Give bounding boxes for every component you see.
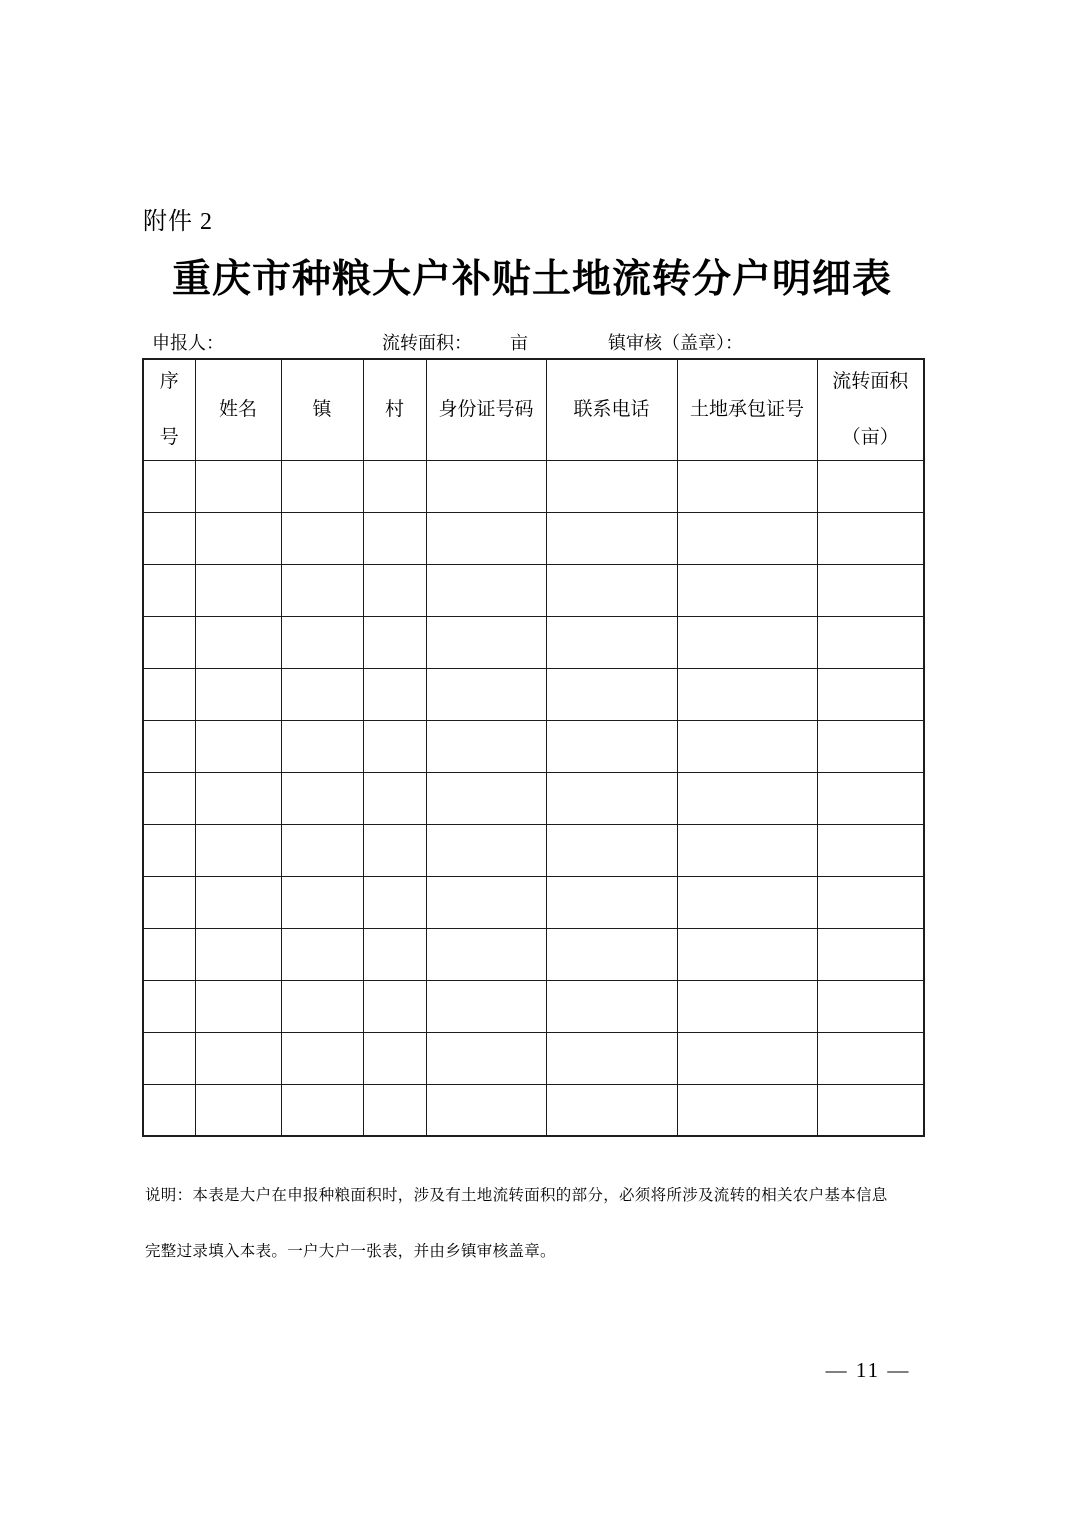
table-cell-transfer-area	[817, 824, 924, 876]
table-cell-transfer-area	[817, 928, 924, 980]
town-review-label: 镇审核（盖章）：	[608, 333, 743, 353]
table-cell-transfer-area	[817, 1032, 924, 1084]
table-cell-land-contract-number	[677, 1084, 817, 1136]
table-cell-name	[195, 564, 281, 616]
header-id-card-number: 身份证号码	[426, 359, 546, 460]
table-cell-village	[363, 1032, 426, 1084]
table-cell-transfer-area	[817, 876, 924, 928]
table-cell-town	[281, 772, 363, 824]
page-title: 重庆市种粮大户补贴土地流转分户明细表	[171, 258, 892, 301]
table-cell-town	[281, 1032, 363, 1084]
table-cell-town	[281, 460, 363, 512]
table-cell-village	[363, 772, 426, 824]
table-cell-transfer-area	[817, 616, 924, 668]
table-cell-town	[281, 564, 363, 616]
table-cell-contact-phone	[546, 512, 677, 564]
table-cell-name	[195, 824, 281, 876]
table-cell-village	[363, 564, 426, 616]
table-cell-village	[363, 460, 426, 512]
table-cell-transfer-area	[817, 1084, 924, 1136]
table-cell-village	[363, 616, 426, 668]
table-row	[143, 460, 924, 512]
table-cell-town	[281, 720, 363, 772]
note-line-1: 说明：本表是大户在申报种粮面积时，涉及有土地流转面积的部分，必须将所涉及流转的相关农户基本信息	[145, 1187, 888, 1204]
table-row	[143, 564, 924, 616]
table-header-row	[143, 359, 924, 460]
table-cell-village	[363, 1084, 426, 1136]
table-cell-land-contract-number	[677, 772, 817, 824]
table-cell-village	[363, 824, 426, 876]
table-row	[143, 1084, 924, 1136]
table-cell-transfer-area	[817, 980, 924, 1032]
table-cell-town	[281, 928, 363, 980]
table-cell-contact-phone	[546, 928, 677, 980]
table-cell-name	[195, 1084, 281, 1136]
page-number: — 11 —	[825, 1358, 911, 1382]
header-land-contract-number: 土地承包证号	[677, 359, 817, 460]
table-cell-name	[195, 980, 281, 1032]
info-row	[0, 329, 1074, 355]
table-cell-land-contract-number	[677, 1032, 817, 1084]
table-cell-id-card-number	[426, 824, 546, 876]
table-cell-contact-phone	[546, 616, 677, 668]
detail-table	[142, 358, 925, 1137]
table-cell-serial-number	[143, 668, 195, 720]
table-cell-id-card-number	[426, 876, 546, 928]
table-cell-town	[281, 980, 363, 1032]
table-cell-name	[195, 616, 281, 668]
table-cell-name	[195, 720, 281, 772]
header-transfer-area-line1: 流转面积	[832, 371, 909, 393]
table-cell-contact-phone	[546, 824, 677, 876]
table-cell-land-contract-number	[677, 824, 817, 876]
table-cell-id-card-number	[426, 668, 546, 720]
table-cell-village	[363, 980, 426, 1032]
transfer-area-label: 流转面积：	[382, 333, 472, 353]
table-cell-serial-number	[143, 876, 195, 928]
table-cell-id-card-number	[426, 720, 546, 772]
table-cell-land-contract-number	[677, 668, 817, 720]
table-cell-serial-number	[143, 460, 195, 512]
table-cell-town	[281, 512, 363, 564]
table-cell-id-card-number	[426, 1084, 546, 1136]
table-cell-contact-phone	[546, 1084, 677, 1136]
table-cell-name	[195, 772, 281, 824]
table-cell-id-card-number	[426, 772, 546, 824]
attachment-label: 附件 2	[143, 209, 213, 235]
table-cell-contact-phone	[546, 668, 677, 720]
table-cell-serial-number	[143, 1084, 195, 1136]
note-line-2: 完整过录填入本表。一户大户一张表，并由乡镇审核盖章。	[145, 1243, 556, 1260]
table-cell-town	[281, 616, 363, 668]
table-cell-contact-phone	[546, 772, 677, 824]
header-transfer-area	[817, 359, 924, 460]
table-cell-name	[195, 1032, 281, 1084]
table-row	[143, 824, 924, 876]
table-cell-land-contract-number	[677, 564, 817, 616]
table-cell-id-card-number	[426, 460, 546, 512]
table-cell-transfer-area	[817, 512, 924, 564]
header-name: 姓名	[195, 359, 281, 460]
header-serial-number-line2: 号	[159, 427, 179, 449]
table-cell-contact-phone	[546, 460, 677, 512]
table-cell-name	[195, 668, 281, 720]
table-cell-serial-number	[143, 512, 195, 564]
table-cell-town	[281, 824, 363, 876]
table-cell-name	[195, 928, 281, 980]
table-row	[143, 668, 924, 720]
table-cell-town	[281, 876, 363, 928]
table-row	[143, 1032, 924, 1084]
table-cell-serial-number	[143, 928, 195, 980]
table-row	[143, 720, 924, 772]
table-cell-id-card-number	[426, 928, 546, 980]
header-transfer-area-line2: （亩）	[841, 427, 899, 449]
table-cell-serial-number	[143, 772, 195, 824]
table-cell-village	[363, 668, 426, 720]
table-body	[143, 460, 924, 1136]
table-cell-contact-phone	[546, 1032, 677, 1084]
table-cell-contact-phone	[546, 876, 677, 928]
area-unit-label: 亩	[510, 333, 528, 353]
table-cell-contact-phone	[546, 564, 677, 616]
header-contact-phone: 联系电话	[546, 359, 677, 460]
table-cell-serial-number	[143, 980, 195, 1032]
table-cell-transfer-area	[817, 772, 924, 824]
table-cell-village	[363, 720, 426, 772]
table-cell-name	[195, 460, 281, 512]
table-cell-town	[281, 668, 363, 720]
table-cell-land-contract-number	[677, 512, 817, 564]
header-serial-number-line1: 序	[159, 371, 179, 393]
table-row	[143, 876, 924, 928]
table-cell-id-card-number	[426, 512, 546, 564]
table-cell-land-contract-number	[677, 928, 817, 980]
table-cell-land-contract-number	[677, 720, 817, 772]
table-cell-id-card-number	[426, 616, 546, 668]
header-town: 镇	[281, 359, 363, 460]
table-cell-transfer-area	[817, 564, 924, 616]
applicant-label: 申报人：	[152, 333, 224, 353]
table-cell-serial-number	[143, 616, 195, 668]
table-cell-id-card-number	[426, 1032, 546, 1084]
table-cell-name	[195, 876, 281, 928]
table-cell-serial-number	[143, 824, 195, 876]
table-row	[143, 616, 924, 668]
table-cell-village	[363, 876, 426, 928]
table-cell-village	[363, 928, 426, 980]
table-cell-transfer-area	[817, 668, 924, 720]
table-row	[143, 772, 924, 824]
table-cell-id-card-number	[426, 980, 546, 1032]
table-cell-transfer-area	[817, 460, 924, 512]
header-village: 村	[363, 359, 426, 460]
header-serial-number	[143, 359, 195, 460]
table-cell-town	[281, 1084, 363, 1136]
table-cell-name	[195, 512, 281, 564]
table-cell-land-contract-number	[677, 616, 817, 668]
table-cell-land-contract-number	[677, 876, 817, 928]
table-cell-transfer-area	[817, 720, 924, 772]
table-cell-contact-phone	[546, 720, 677, 772]
table-cell-land-contract-number	[677, 980, 817, 1032]
table-cell-village	[363, 512, 426, 564]
table-row	[143, 980, 924, 1032]
table-row	[143, 928, 924, 980]
table-cell-contact-phone	[546, 980, 677, 1032]
table-cell-id-card-number	[426, 564, 546, 616]
table-cell-serial-number	[143, 564, 195, 616]
table-cell-serial-number	[143, 720, 195, 772]
table-cell-land-contract-number	[677, 460, 817, 512]
table-cell-serial-number	[143, 1032, 195, 1084]
table-row	[143, 512, 924, 564]
